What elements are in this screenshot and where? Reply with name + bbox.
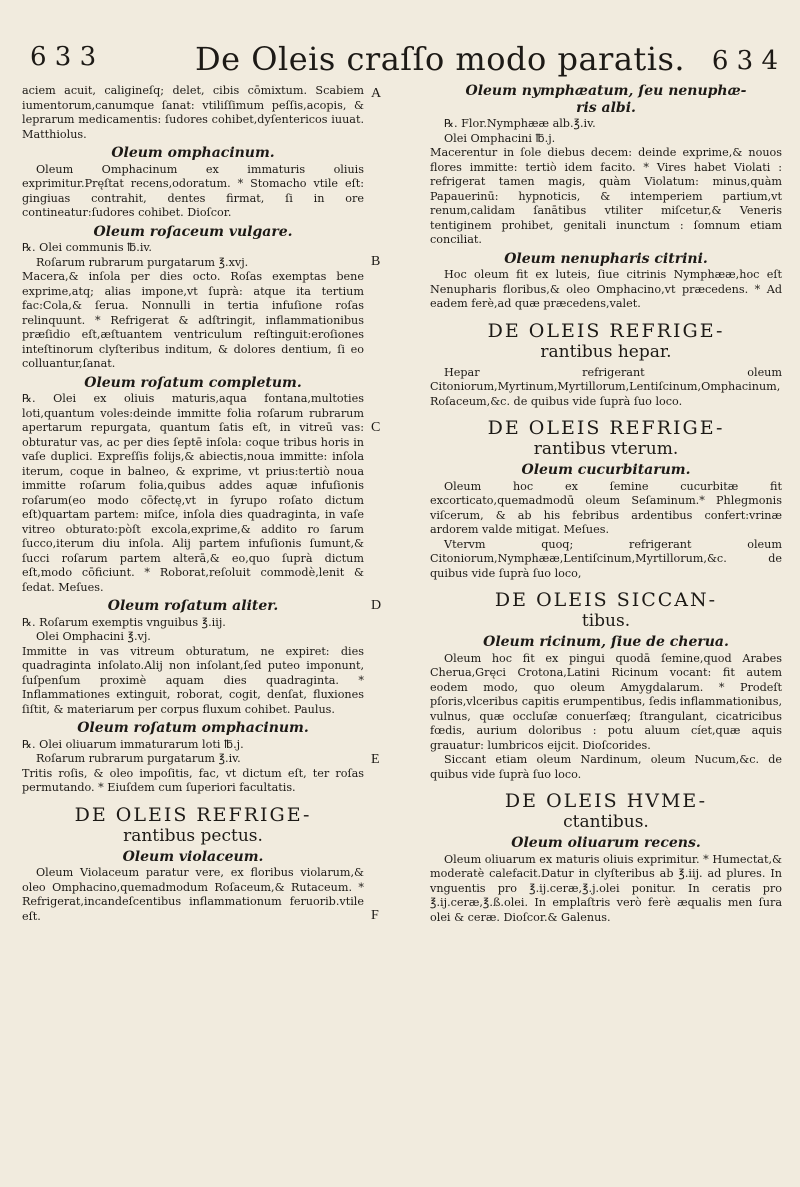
section-heading: DE OLEIS SICCAN- bbox=[494, 589, 718, 611]
paragraph: ℞. Olei ex oliuis maturis,aqua fontana,multoties loti,quantum voles:deinde immitte folia roſarum rubrarum apertarum repurgata, quantum ſatis eſt, in vitreū vas: obturatur vas, ac per dies ſeptē inſola: coque tribus horis in vaſe duplici. Expreſſis folijs,& abiectis,noua immitte: inſola iterum, coque in balneo, & exprime, vt prius:tertiò noua immitte roſarum folia,quibus addes aquæ infuſionis roſarum(eo modo cōfectę,vt in ſyrupo roſato dictum eſt)quartam partem: miſce, inſola dies quadraginta, in vaſe vitreo obturato:pòſt excola,exprime,& addito ro ſarum ſucco,iterum diu inſola. Alij partem infuſionis ſumunt,& ſucci roſarum partem alterā,& eo,quo ſuprà dictum eſt,modo cōficiunt. * Roborat,reſoluit commodè,lenit & ſedat. Meſues. bbox=[22, 392, 364, 594]
recipe-heading: Oleum nymphæatum, ſeu nenuphæ- bbox=[465, 83, 747, 99]
recipe-heading: Oleum roſatum omphacinum. bbox=[77, 720, 309, 736]
paragraph: Hoc oleum fit ex luteis, ſiue citrinis Nymphææ,hoc eſt Nenupharis floribus,& oleo Omphacino,vt præcedens. * Ad eadem ferè,ad quæ præcedens,valet. bbox=[430, 268, 782, 310]
ingredient-line: Olei Omphacini ℥.vj. bbox=[36, 630, 151, 643]
paragraph: Vtervm quoq; refrigerant oleum Citoniorum,Nymphææ,Lentiſcinum,Myrtillorum,&c. de quibus vide ſuprà ſuo loco, bbox=[430, 537, 782, 580]
ingredient-line: ℞. Olei oliuarum immaturarum loti ℔.j. bbox=[22, 737, 244, 751]
page-number-right: 6 3 4 bbox=[711, 46, 778, 76]
page-header bbox=[0, 40, 800, 80]
recipe-heading: Oleum roſaceum vulgare. bbox=[93, 223, 293, 240]
margin-letter-b: B bbox=[371, 254, 381, 269]
ingredient-line: Roſarum rubrarum purgatarum ℥.iv. bbox=[36, 752, 241, 765]
recipe-heading-cont: ris albi. bbox=[576, 99, 636, 116]
margin-letter-a: A bbox=[371, 86, 382, 101]
paragraph: Macerentur in ſole diebus decem: deinde exprime,& nouos flores immitte: tertiò idem facito. * Vires habet Violati : refrigerat tamen magis, quàm Violatum: minus,quàm Papauerinū: hypnoticis, & intemperiem partium,vt renum,calidam ſanātibus vtiliter miſcetur,& Veneris tentiginem prohibet, genitali inunctum : ſomnum etiam conciliat. bbox=[430, 146, 782, 246]
section-heading: DE OLEIS REFRIGE- bbox=[487, 319, 725, 342]
left-column bbox=[22, 84, 364, 924]
ingredient-line: ℞. Flor.Nymphææ alb.℥.iv. bbox=[444, 117, 596, 130]
right-column bbox=[430, 84, 782, 925]
paragraph: Oleum Violaceum paratur vere, ex floribus violarum,& oleo Omphacino,quemadmodum Roſaceum,& Rutaceum. * Refrigerat,incandeſcentibus inflammationum feruorib.vtile eſt. bbox=[22, 866, 364, 923]
margin-letter-d: D bbox=[371, 598, 382, 613]
section-subheading: rantibus vterum. bbox=[533, 439, 679, 459]
recipe-heading: Oleum omphacinum. bbox=[111, 145, 275, 161]
recipe-heading: Oleum roſatum completum. bbox=[84, 374, 302, 391]
ingredient-line: Olei Omphacini ℔.j. bbox=[444, 131, 556, 145]
recipe-heading: Oleum nenupharis citrini. bbox=[504, 250, 708, 267]
margin-letter-f: F bbox=[371, 908, 379, 923]
page-number-left: 6 3 3 bbox=[30, 42, 97, 72]
paragraph: Oleum hoc ex ſemine cucurbitæ fit excorticato,quemadmodū oleum Seſaminum.* Phlegmonis viſcerum, & ab his febribus ardentibus confert:vrinæ ardorem valde mitigat. Meſues. bbox=[430, 479, 782, 536]
ingredient-line: Roſarum rubrarum purgatarum ℥.xvj. bbox=[36, 255, 249, 269]
recipe-heading: Oleum cucurbitarum. bbox=[521, 462, 691, 478]
paragraph: aciem acuit, caligineſq; delet, cibis cōmixtum. Scabiem iumentorum,canumque ſanat: vtiliſſimum peſſis,acopis, & leprarum medicamentis: ſudores cohibet,dyſentericos iuuat. Matthiolus. bbox=[22, 84, 364, 141]
ingredient-line: ℞. Roſarum exemptis vnguibus ℥.iij. bbox=[22, 615, 226, 629]
margin-letter-c: C bbox=[371, 420, 381, 435]
paragraph: Oleum Omphacinum ex immaturis oliuis exprimitur.Pręſtat recens,odoratum. * Stomacho vtile eſt: gingiuas contrahit, dentes firmat, ſi in ore contineatur:ſudores cohibet. Dioſcor. bbox=[22, 162, 364, 219]
paragraph: Oleum hoc fit ex pingui quodā ſemine,quod Arabes Cherua,Gręci Crotona,Latini Ricinum vocant: fit autem eodem modo, quo oleum Amygdalarum. * Prodeſt pſoris,vlceribus capitis erumpentibus, ſedis inflammationibus, vulnus, quæ occluſæ conuerſæq; ſtrangulant, cicatricibus fœdis, aurium doloribus : potu aluum cíet,quæ aquis grauatur: lumbricos eijcit. Dioſcorides. bbox=[430, 651, 782, 752]
ingredient-line: ℞. Olei communis ℔.iv. bbox=[22, 241, 152, 254]
section-subheading: ctantibus. bbox=[563, 812, 649, 832]
section-heading: DE OLEIS REFRIGE- bbox=[74, 803, 312, 826]
section-heading: DE OLEIS REFRIGE- bbox=[487, 417, 725, 439]
paragraph: Immitte in vas vitreum obturatum, ne expiret: dies quadraginta inſolato.Alij non inſolant,ſed puteo imponunt, ſuſpenſum proximè aquam dies quadraginta. * Inflammationes extinguit, roborat, cogit, denſat, fluxiones ſiſtit, & materiarum per corpus fluxum cohibet. Paulus. bbox=[22, 644, 364, 716]
recipe-heading: Oleum oliuarum recens. bbox=[511, 835, 701, 851]
paragraph: Oleum oliuarum ex maturis oliuis exprimitur. * Humectat,& moderatè calefacit.Datur in clyſteribus ab ℥.iij. ad plures. In vnguentis pro ℥.ij.ceræ,℥.j.olei ponitur. In ceratis pro ℥.ij.ceræ,℥.ß.olei. In emplaſtris verò ferè æqualis men ſura olei & ceræ. Dioſcor.& Galenus. bbox=[430, 852, 782, 924]
section-subheading: rantibus hepar. bbox=[540, 341, 672, 362]
recipe-heading: Oleum roſatum aliter. bbox=[107, 598, 279, 614]
recipe-heading: Oleum ricinum, ſiue de cherua. bbox=[483, 634, 729, 650]
margin-letter-e: E bbox=[371, 752, 380, 767]
paragraph: Macera,& inſola per dies octo. Roſas exemptas bene exprime,atq; alias impone,vt ſuprà: atque ita tertium fac:Cola,& ſerua. Nonnulli in tertia infuſione roſas relinquunt. * Refrigerat & adſtringit, inflammationibus præſidio eſt,æſtuantem ventriculum reſtinguit:eroſiones inteſtinorum clyſteribus inditum, & dolores dentium, ſi eo colluantur,ſanat. bbox=[22, 270, 364, 370]
paragraph: Tritis roſis, & oleo impoſitis, fac, vt dictum eſt, ter roſas permutando. * Eiuſdem cum ſuperiori facultatis. bbox=[22, 766, 364, 794]
section-subheading: rantibus pectus. bbox=[123, 825, 263, 846]
section-subheading: tibus. bbox=[581, 611, 631, 631]
paragraph: Siccant etiam oleum Nardinum, oleum Nucum,&c. de quibus vide ſuprà ſuo loco. bbox=[430, 753, 782, 781]
recipe-heading: Oleum violaceum. bbox=[122, 848, 264, 865]
section-heading: DE OLEIS HVME- bbox=[504, 790, 708, 812]
running-title: De Oleis craſſo modo paratis. bbox=[195, 40, 686, 78]
paragraph: Hepar refrigerant oleum Citoniorum,Myrtinum,Myrtillorum,Lentiſcinum,Omphacinum, Roſaceum,&c. de quibus vide ſuprà ſuo loco. bbox=[430, 365, 782, 408]
